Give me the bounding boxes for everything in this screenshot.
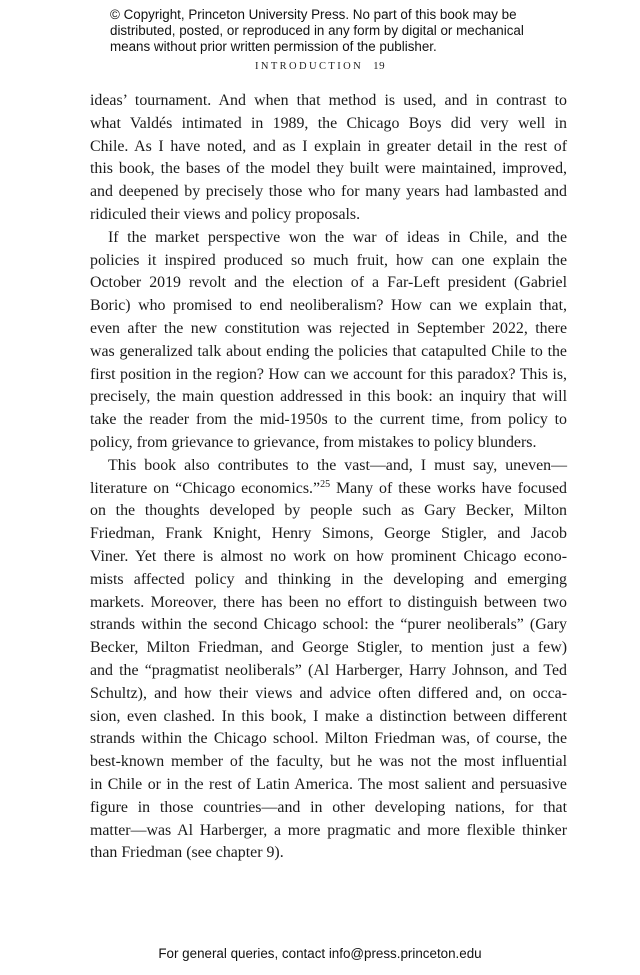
text-line: policies it inspired produced so much fruit, how can one explain the <box>90 251 567 269</box>
running-head <box>0 60 640 72</box>
text-line: Boric) who promised to end neoliberalism? How can we explain that, <box>90 297 567 315</box>
text-line: best-known member of the faculty, but he was not the most influential <box>90 753 567 771</box>
text-line: what Valdés intimated in 1989, the Chicago Boys did very well in <box>90 114 567 132</box>
text-line: policy, from grievance to grievance, from mistakes to policy blunders. <box>90 433 537 451</box>
text-line: October 2019 revolt and the election of a Far-Left president (Gabriel <box>90 274 567 292</box>
text-line: Friedman, Frank Knight, Henry Simons, George Stigler, and Jacob <box>90 525 567 543</box>
text-line: figure in those countries—and in other developing nations, for that <box>90 798 567 816</box>
text-line: Chile. As I have noted, and as I explain in greater detail in the rest of <box>90 137 567 155</box>
text-line: than Friedman (see chapter 9). <box>90 844 284 862</box>
copyright-line: © Copyright, Princeton University Press. No part of this book may be <box>110 7 517 22</box>
text-line: on the thoughts developed by people such as Gary Becker, Milton <box>90 502 567 520</box>
text-line: matter—was Al Harberger, a more pragmatic and more flexible thinker <box>90 821 567 839</box>
copyright-line: distributed, posted, or reproduced in any form by digital or mechanical <box>110 23 524 39</box>
text-line: in Chile or in the rest of Latin America. The most salient and persuasive <box>90 775 567 793</box>
text-fragment: Many of these works have focused <box>330 479 567 497</box>
paragraph <box>90 90 567 227</box>
text-line: strands within the second Chicago school: the “purer neoliberals” (Gary <box>90 616 567 634</box>
footnote-reference[interactable]: 25 <box>320 478 331 490</box>
page-number: 19 <box>373 60 386 72</box>
copyright-line: means without prior written permission of the publisher. <box>110 39 437 55</box>
text-line: This book also contributes to the vast—and, I must say, uneven— <box>108 456 567 474</box>
copyright-notice <box>110 7 610 56</box>
text-line: and the “pragmatist neoliberals” (Al Harberger, Harry Johnson, and Ted <box>90 661 567 679</box>
text-line: Becker, Milton Friedman, and George Stigler, to mention just a few) <box>90 639 567 657</box>
text-line: and deepened by precisely those who for many years had lambasted and <box>90 183 567 201</box>
text-line: even after the new constitution was rejected in September 2022, there <box>90 319 567 337</box>
text-line <box>90 478 567 501</box>
text-line: first position in the region? How can we account for this paradox? This is, <box>90 365 567 383</box>
text-line: this book, the bases of the model they built were maintained, improved, <box>90 160 567 178</box>
text-line: sion, even clashed. In this book, I make a distinction between different <box>90 707 567 725</box>
text-line: Schultz), and how their views and advice often differed and, on occa- <box>90 684 567 702</box>
body-text <box>90 90 567 865</box>
text-line: strands within the Chicago school. Milton Friedman was, of course, the <box>90 730 567 748</box>
running-head-section: INTRODUCTION <box>254 61 364 72</box>
text-line: Viner. Yet there is almost no work on how prominent Chicago econo- <box>90 547 567 565</box>
text-line: ideas’ tournament. And when that method is used, and in contrast to <box>90 92 567 109</box>
text-line: precisely, the main question addressed in this book: an inquiry that will <box>90 388 567 406</box>
text-line: was generalized talk about ending the policies that catapulted Chile to the <box>90 342 567 360</box>
text-line: mists affected policy and thinking in the developing and emerging <box>90 570 567 588</box>
text-fragment: literature on “Chicago economics.” <box>90 479 321 497</box>
text-line: take the reader from the mid-1950s to the current time, from policy to <box>90 411 567 429</box>
footer-contact: For general queries, contact info@press.princeton.edu <box>158 946 482 961</box>
paragraph <box>90 455 567 865</box>
text-line: If the market perspective won the war of ideas in Chile, and the <box>108 228 567 246</box>
paragraph <box>90 227 567 455</box>
text-line: ridiculed their views and policy proposals. <box>90 205 361 223</box>
text-line: markets. Moreover, there has been no effort to distinguish between two <box>90 593 567 611</box>
